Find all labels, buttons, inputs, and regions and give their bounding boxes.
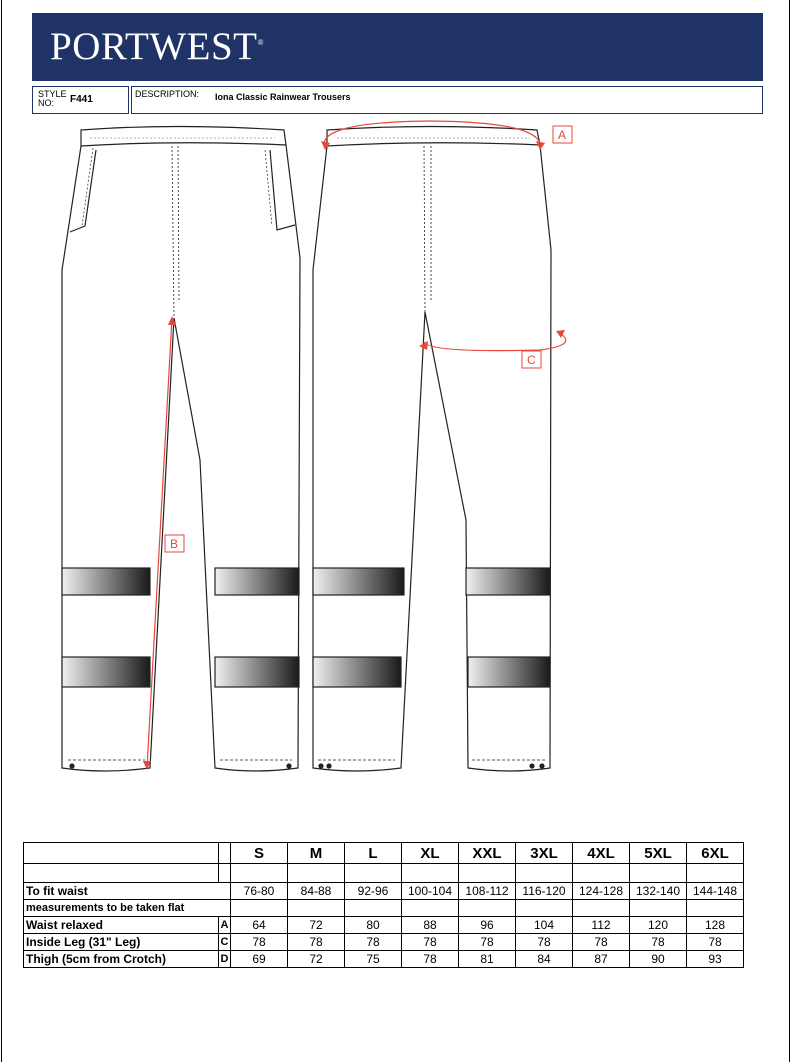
table-cell: 75 xyxy=(345,951,402,968)
brand-name: PORTWEST xyxy=(50,25,258,68)
table-cell: 80 xyxy=(345,917,402,934)
size-cell: S xyxy=(231,843,288,864)
description-value: Iona Classic Rainwear Trousers xyxy=(215,92,351,102)
size-cell: XXL xyxy=(459,843,516,864)
table-cell: 72 xyxy=(288,917,345,934)
size-cell: 6XL xyxy=(687,843,744,864)
table-cell: 96 xyxy=(459,917,516,934)
table-cell: 100-104 xyxy=(402,883,459,900)
row-label: Inside Leg (31" Leg) xyxy=(24,934,219,951)
marker-C xyxy=(522,351,541,368)
row-label: Thigh (5cm from Crotch) xyxy=(24,951,219,968)
table-cell: 93 xyxy=(687,951,744,968)
table-cell: 69 xyxy=(231,951,288,968)
table-cell: 78 xyxy=(630,934,687,951)
table-cell: 78 xyxy=(345,934,402,951)
row-code: A xyxy=(219,917,231,934)
marker-B-label: B xyxy=(170,537,179,551)
table-cell: 72 xyxy=(288,951,345,968)
table-cell: 92-96 xyxy=(345,883,402,900)
note-row xyxy=(24,900,744,917)
table-cell: 116-120 xyxy=(516,883,573,900)
front-view xyxy=(62,127,300,772)
table-cell: 78 xyxy=(687,934,744,951)
marker-B xyxy=(165,535,184,552)
marker-A xyxy=(553,126,572,143)
table-cell: 104 xyxy=(516,917,573,934)
table-cell: 120 xyxy=(630,917,687,934)
table-cell: 76-80 xyxy=(231,883,288,900)
marker-C-label: C xyxy=(527,353,536,367)
table-cell: 78 xyxy=(402,934,459,951)
thigh-row xyxy=(24,951,744,968)
row-code: C xyxy=(219,934,231,951)
table-cell: 132-140 xyxy=(630,883,687,900)
size-cell: 3XL xyxy=(516,843,573,864)
size-cell: M xyxy=(288,843,345,864)
table-cell: 78 xyxy=(516,934,573,951)
table-cell: 84-88 xyxy=(288,883,345,900)
row-label: Waist relaxed xyxy=(24,917,219,934)
blank-cell xyxy=(219,843,231,864)
table-cell: 90 xyxy=(630,951,687,968)
size-cell: XL xyxy=(402,843,459,864)
table-cell: 144-148 xyxy=(687,883,744,900)
measurement-note: measurements to be taken flat xyxy=(24,900,231,917)
table-cell: 84 xyxy=(516,951,573,968)
size-table xyxy=(23,842,744,968)
spacer-row xyxy=(24,864,744,883)
table-cell: 108-112 xyxy=(459,883,516,900)
blank-cell xyxy=(24,843,219,864)
table-cell: 88 xyxy=(402,917,459,934)
table-cell: 124-128 xyxy=(573,883,630,900)
description-label: DESCRIPTION: xyxy=(135,89,200,99)
table-cell: 78 xyxy=(573,934,630,951)
table-cell: 78 xyxy=(459,934,516,951)
table-cell: 64 xyxy=(231,917,288,934)
size-header-row xyxy=(24,843,744,864)
table-cell: 78 xyxy=(288,934,345,951)
style-value: F441 xyxy=(70,94,93,105)
inside-leg-row xyxy=(24,934,744,951)
size-cell: 5XL xyxy=(630,843,687,864)
row-code: D xyxy=(219,951,231,968)
back-view xyxy=(313,127,551,772)
fit-waist-row xyxy=(24,883,744,900)
table-cell: 81 xyxy=(459,951,516,968)
size-cell: L xyxy=(345,843,402,864)
table-cell: 78 xyxy=(402,951,459,968)
table-cell: 128 xyxy=(687,917,744,934)
marker-A-label: A xyxy=(558,128,567,142)
table-cell: 87 xyxy=(573,951,630,968)
size-cell: 4XL xyxy=(573,843,630,864)
table-cell: 112 xyxy=(573,917,630,934)
brand-logo: PORTWEST® xyxy=(50,25,265,68)
waist-relaxed-row xyxy=(24,917,744,934)
style-label: STYLE NO: xyxy=(38,89,67,108)
fit-waist-label: To fit waist xyxy=(24,883,231,900)
table-cell: 78 xyxy=(231,934,288,951)
